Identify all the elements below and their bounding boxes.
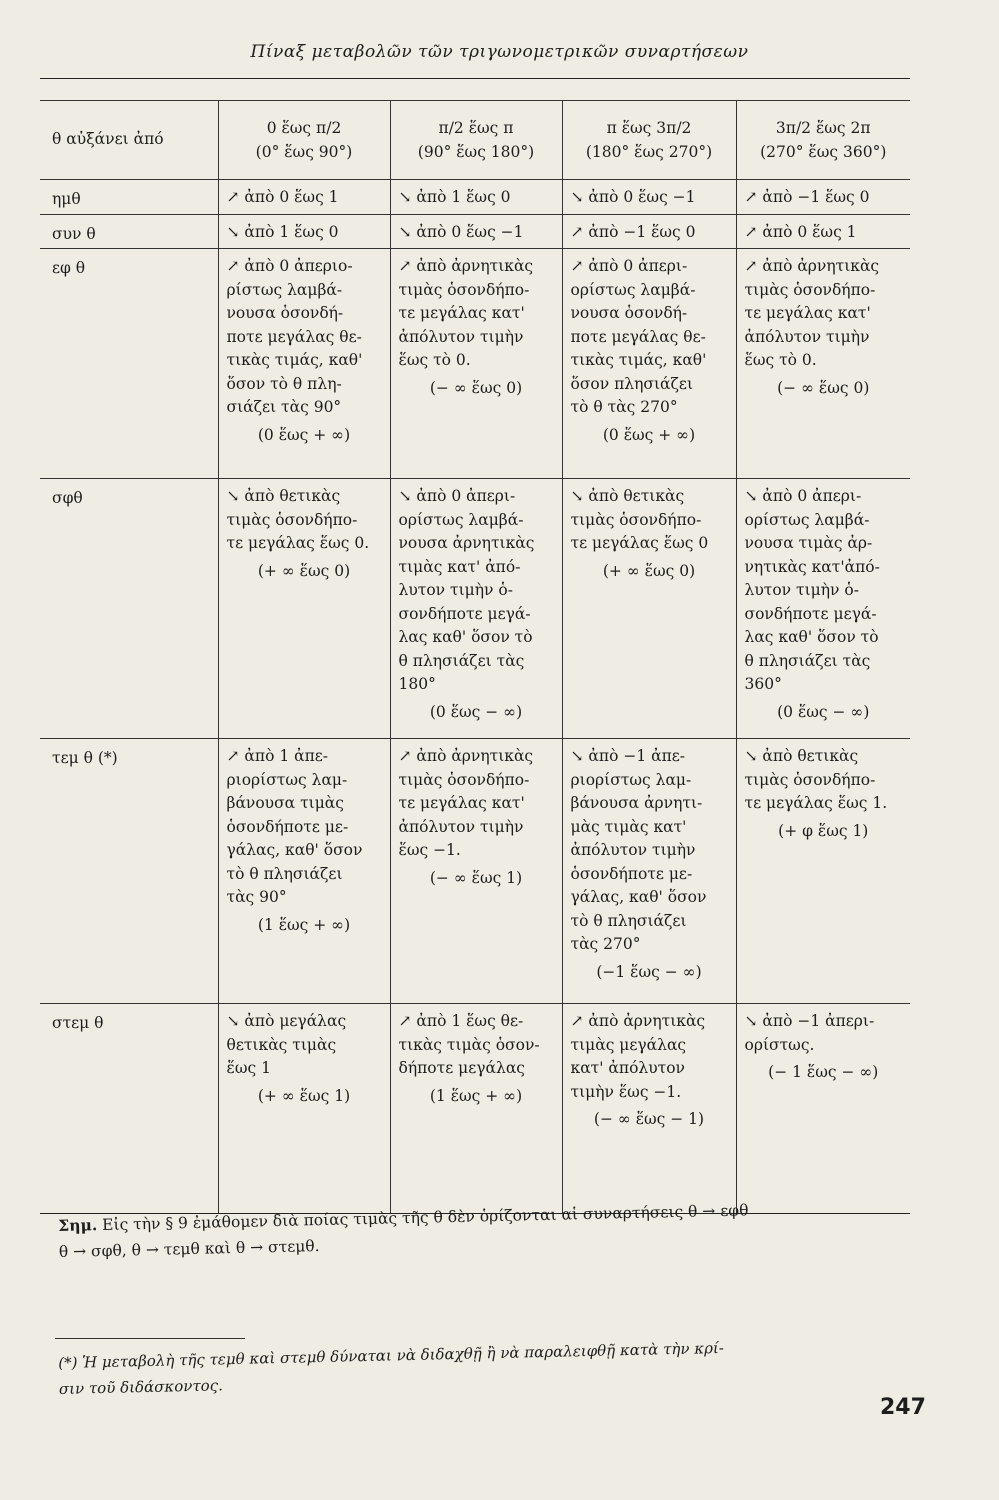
table-cell xyxy=(562,739,736,1004)
table-cell xyxy=(390,180,562,215)
table-cell xyxy=(218,249,390,479)
variation-table xyxy=(40,100,910,1214)
cell-text: ↘ ἀπὸ θετικὰς τιμὰς ὁσονδήπο- τε μεγάλας ἕως 1. xyxy=(744,747,888,812)
cell-limit: (0 ἕως + ∞) xyxy=(602,425,696,444)
cell-text: ↗ ἀπὸ 0 ἕως 1 xyxy=(744,222,857,241)
cell-text: ↗ ἀπὸ 0 ἀπερι- ορίστως λαμβά- νουσα ὁσονδή- ποτε μεγάλας θε- τικὰς τιμάς, καθ' ὅσον πλησιάζει τὸ θ τὰς 270° xyxy=(570,257,707,416)
table-row xyxy=(40,1004,910,1214)
cell-text: ↘ ἀπὸ 1 ἕως 0 xyxy=(226,222,339,241)
cell-text: ↗ ἀπὸ ἀρνητικὰς τιμὰς ὁσονδήπο- τε μεγάλας κατ' ἀπόλυτον τιμὴν ἕως τὸ 0. xyxy=(398,257,534,369)
cell-limit: (+ ∞ ἕως 1) xyxy=(257,1086,351,1105)
table-header-row xyxy=(40,101,910,180)
table-row xyxy=(40,214,910,249)
cell-limit: (1 ἕως + ∞) xyxy=(257,915,351,934)
row-label: ημθ xyxy=(40,180,218,215)
cell-text: ↗ ἀπὸ 0 ἀπεριο- ρίστως λαμβά- νουσα ὁσονδή- ποτε μεγάλας θε- τικὰς τιμάς, καθ' ὅσον τὸ θ πλη- σιάζει τὰς 90° xyxy=(226,257,363,416)
row-label: στεμ θ xyxy=(40,1004,218,1214)
cell-limit: (+ ∞ ἕως 0) xyxy=(257,561,351,580)
table-row xyxy=(40,180,910,215)
cell-limit: (− ∞ ἕως − 1) xyxy=(593,1110,705,1128)
table-cell xyxy=(390,739,562,1004)
cell-limit: (− ∞ ἕως 0) xyxy=(429,378,523,397)
cell-text: ↘ ἀπὸ 1 ἕως 0 xyxy=(398,188,511,206)
table-cell xyxy=(736,1004,910,1214)
cell-limit: (− 1 ἕως − ∞) xyxy=(768,1063,879,1081)
table-cell xyxy=(390,249,562,479)
note-text: Εἰς τὴν § 9 ἐμάθομεν διὰ ποίας τιμὰς τῆς θ δὲν ὁρίζονται αἱ συναρτήσεις θ → εφθ θ → σφθ, θ → τεμθ καὶ θ → στεμθ. xyxy=(58,1201,749,1261)
table-cell xyxy=(390,479,562,739)
cell-text: ↘ ἀπὸ 0 ἀπερι- ορίστως λαμβά- νουσα τιμὰς ἀρ- νητικὰς κατ'ἀπό- λυτον τιμὴν ὁ- σονδήποτε μεγά- λας καθ' ὅσον τὸ θ πλησιάζει τὰς 360° xyxy=(744,487,880,693)
cell-text: ↘ ἀπὸ μεγάλας θετικὰς τιμὰς ἕως 1 xyxy=(226,1012,347,1077)
footnote-rule xyxy=(55,1338,245,1339)
header-interval: 0 ἕως π/2 (0° ἕως 90°) xyxy=(218,101,390,180)
row-label: τεμ θ (*) xyxy=(40,739,218,1004)
header-interval: π/2 ἕως π (90° ἕως 180°) xyxy=(390,101,562,180)
cell-text: ↗ ἀπὸ 1 ἀπε- ριορίστως λαμ- βάνουσα τιμὰς ὁσονδήποτε με- γάλας, καθ' ὅσον τὸ θ πλησιάζει τὰς 90° xyxy=(226,747,363,906)
table-cell xyxy=(562,249,736,479)
table-cell xyxy=(736,739,910,1004)
table-cell xyxy=(736,214,910,249)
cell-text: ↘ ἀπὸ θετικὰς τιμὰς ὁσονδήπο- τε μεγάλας ἕως 0. xyxy=(226,487,370,552)
cell-text: ↘ ἀπὸ 0 ἀπερι- ορίστως λαμβά- νουσα ἀρνητικὰς τιμὰς κατ' ἀπό- λυτον τιμὴν ὁ- σονδήποτε μεγά- λας καθ' ὅσον τὸ θ πλησιάζει τὰς 180° xyxy=(398,487,535,693)
page-title: Πίναξ μεταβολῶν τῶν τριγωνομετρικῶν συναρτήσεων xyxy=(250,42,749,62)
cell-text: ↘ ἀπὸ θετικὰς τιμὰς ὁσονδήπο- τε μεγάλας ἕως 0 xyxy=(570,487,709,552)
table-cell xyxy=(218,180,390,215)
table-cell xyxy=(736,479,910,739)
table-cell xyxy=(736,249,910,479)
cell-limit: (− ∞ ἕως 1) xyxy=(429,868,523,887)
note-label: Σημ. xyxy=(58,1215,98,1235)
table-row xyxy=(40,479,910,739)
page-number: 247 xyxy=(880,1395,926,1420)
row-label: σφθ xyxy=(40,479,218,739)
cell-text: ↗ ἀπὸ 0 ἕως 1 xyxy=(226,188,339,206)
cell-limit: (0 ἕως + ∞) xyxy=(257,425,351,444)
header-interval: 3π/2 ἕως 2π (270° ἕως 360°) xyxy=(736,101,910,180)
table-cell xyxy=(390,214,562,249)
cell-text: ↗ ἀπὸ ἀρνητικὰς τιμὰς ὁσονδήπο- τε μεγάλας κατ' ἀπόλυτον τιμὴν ἕως −1. xyxy=(398,747,534,859)
cell-text: ↘ ἀπὸ 0 ἕως −1 xyxy=(570,188,696,206)
row-label: εφ θ xyxy=(40,249,218,479)
cell-limit: (−1 ἕως − ∞) xyxy=(596,962,702,981)
title-rule xyxy=(40,78,910,79)
cell-text: ↗ ἀπὸ ἀρνητικὰς τιμὰς ὁσονδήπο- τε μεγάλας κατ' ἀπόλυτον τιμὴν ἕως τὸ 0. xyxy=(744,257,880,369)
cell-text: ↗ ἀπὸ −1 ἕως 0 xyxy=(570,222,696,241)
table-cell xyxy=(562,180,736,215)
cell-text: ↗ ἀπὸ 1 ἕως θε- τικὰς τιμὰς ὁσον- δήποτε μεγάλας xyxy=(398,1012,540,1077)
footnote: (*) Ἡ μεταβολὴ τῆς τεμθ καὶ στεμθ δύναται νὰ διδαχθῇ ἢ νὰ παραλειφθῇ κατὰ τὴν κρί- σιν τοῦ διδάσκοντος. xyxy=(58,1338,725,1398)
table-cell xyxy=(218,479,390,739)
cell-text: ↘ ἀπὸ −1 ἀπε- ριορίστως λαμ- βάνουσα ἀρνητι- μὰς τιμὰς κατ' ἀπόλυτον τιμὴν ὁσονδήποτε με- γάλας, καθ' ὅσον τὸ θ πλησιάζει τὰς 270° xyxy=(570,747,707,953)
table-cell xyxy=(562,479,736,739)
table-cell xyxy=(562,1004,736,1214)
table-cell xyxy=(218,214,390,249)
cell-text: ↗ ἀπὸ ἀρνητικὰς τιμὰς μεγάλας κατ' ἀπόλυτον τιμὴν ἕως −1. xyxy=(570,1012,706,1101)
table-cell xyxy=(218,1004,390,1214)
table-row xyxy=(40,739,910,1004)
row-label: συν θ xyxy=(40,214,218,249)
header-variable: θ αὐξάνει ἀπό xyxy=(40,101,218,180)
cell-limit: (1 ἕως + ∞) xyxy=(429,1086,523,1105)
cell-limit: (+ φ ἕως 1) xyxy=(778,821,869,840)
cell-limit: (0 ἕως − ∞) xyxy=(429,702,523,721)
cell-text: ↘ ἀπὸ −1 ἀπερι- ορίστως. xyxy=(744,1012,875,1054)
cell-limit: (0 ἕως − ∞) xyxy=(777,702,870,721)
cell-limit: (+ ∞ ἕως 0) xyxy=(602,561,696,580)
table-cell xyxy=(562,214,736,249)
cell-text: ↘ ἀπὸ 0 ἕως −1 xyxy=(398,222,524,241)
cell-limit: (− ∞ ἕως 0) xyxy=(777,378,870,397)
table-cell xyxy=(218,739,390,1004)
header-interval: π ἕως 3π/2 (180° ἕως 270°) xyxy=(562,101,736,180)
cell-text: ↗ ἀπὸ −1 ἕως 0 xyxy=(744,188,870,206)
table-cell xyxy=(390,1004,562,1214)
table-cell xyxy=(736,180,910,215)
table-row xyxy=(40,249,910,479)
